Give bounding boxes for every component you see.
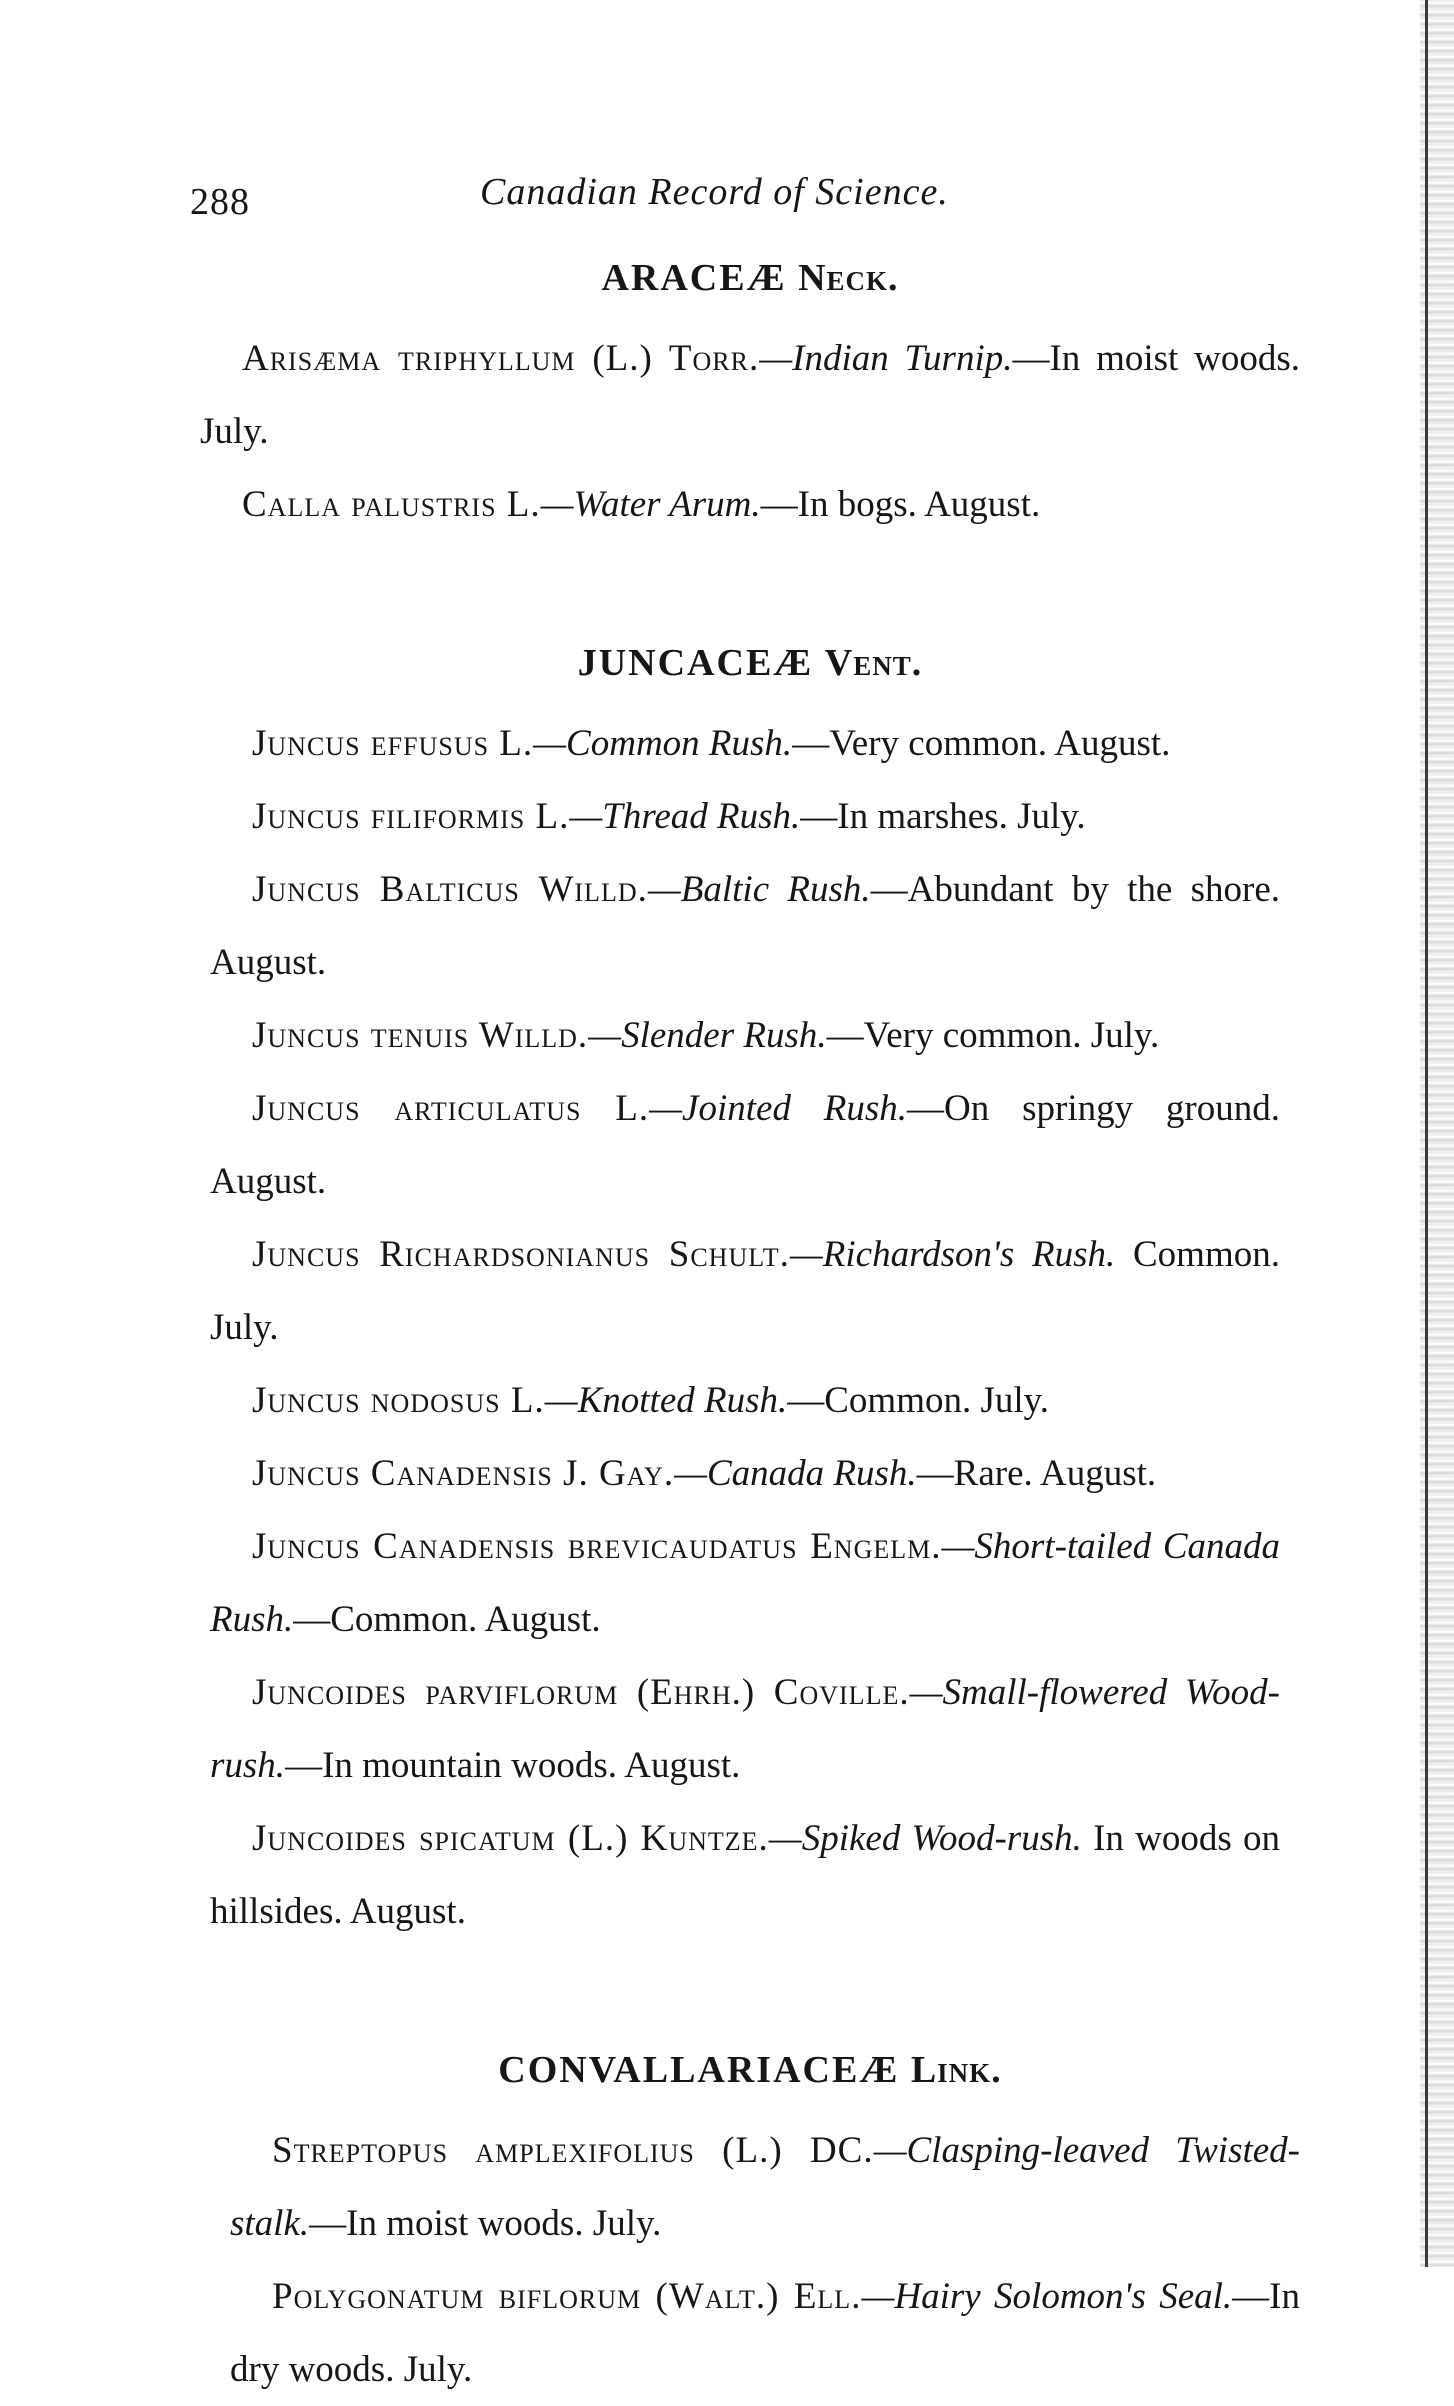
running-head [190,170,1300,240]
habitat-note: In woods on hillsides. August. [210,1818,1280,1932]
family-authority: Link. [910,2049,1002,2091]
species-list [200,2114,1300,2406]
common-name: —Thread Rush. [569,796,801,837]
family-name: JUNCACEÆ [577,642,814,684]
habitat-note: —On springy ground. August. [210,1088,1280,1202]
common-name: —Jointed Rush. [649,1088,908,1129]
common-name: —Richardson's Rush. [789,1234,1116,1275]
common-name: —Water Arum. [540,484,761,525]
species-name: Juncus Richardsonianus Schult. [252,1234,790,1275]
species-name: Juncoides parviflorum (Ehrh.) Coville. [252,1672,910,1713]
journal-title: Canadian Record of Science. [480,171,949,213]
species-entry [210,1802,1280,1948]
species-entry [200,322,1300,468]
common-name: —Baltic Rush. [647,869,871,910]
species-entry [210,1364,1280,1437]
species-name: Juncus Balticus Willd. [252,869,648,910]
habitat-note: —Common. August. [293,1599,601,1640]
family-authority: Neck. [798,257,899,299]
species-entry [210,1072,1280,1218]
species-name: Calla palustris L. [242,484,541,525]
species-entry [200,468,1300,541]
habitat-note: —Common. July. [787,1380,1050,1421]
family-name: CONVALLARIACEÆ [498,2049,900,2091]
species-name: Arisæma triphyllum (L.) Torr. [242,338,760,379]
family-section-juncaceae [200,641,1300,1948]
species-entry [210,1437,1280,1510]
common-name: —Canada Rush. [674,1453,917,1494]
family-heading [200,2048,1300,2092]
habitat-note: —In marshes. July. [800,796,1086,837]
book-page [190,170,1300,2406]
family-name: ARACEÆ [601,257,787,299]
common-name: —Knotted Rush. [544,1380,788,1421]
species-entry [230,2260,1300,2406]
species-entry [210,1656,1280,1802]
species-name: Juncus filiformis L. [252,796,570,837]
species-entry [230,2114,1300,2260]
family-section-convallariaceae [200,2048,1300,2406]
species-name: Juncoides spicatum (L.) Kuntze. [252,1818,769,1859]
page-number: 288 [190,181,250,223]
species-list [200,707,1300,1948]
species-name: Juncus Canadensis brevicaudatus Engelm. [252,1526,942,1567]
species-name: Juncus tenuis Willd. [252,1015,589,1056]
species-entry [210,1510,1280,1656]
habitat-note: —Rare. August. [916,1453,1157,1494]
species-name: Juncus Canadensis J. Gay. [252,1453,675,1494]
family-heading [200,256,1300,300]
habitat-note: —In bogs. August. [760,484,1041,525]
species-entry [210,1218,1280,1364]
species-entry [210,707,1280,780]
common-name: —Slender Rush. [588,1015,827,1056]
page-gutter-line [1425,0,1428,2267]
species-name: Juncus nodosus L. [252,1380,545,1421]
species-entry [210,999,1280,1072]
habitat-note: —Very common. July. [826,1015,1160,1056]
common-name: —Spiked Wood-rush. [768,1818,1082,1859]
habitat-note: —In mountain woods. August. [285,1745,741,1786]
species-entry [210,780,1280,853]
species-name: Polygonatum biflorum (Walt.) Ell. [272,2276,862,2317]
common-name: —Clasping-leaved Twisted-stalk. [230,2130,1300,2244]
habitat-note: —In moist woods. July. [200,338,1300,452]
habitat-note: —Abundant by the shore. August. [210,869,1280,983]
species-name: Juncus articulatus L. [252,1088,650,1129]
species-name: Streptopus amplexifolius (L.) DC. [272,2130,874,2171]
species-entry [210,853,1280,999]
common-name: —Common Rush. [533,723,793,764]
family-authority: Vent. [824,642,923,684]
common-name: —Hairy Solomon's Seal. [861,2276,1233,2317]
common-name: —Short-tailed Canada Rush. [210,1526,1280,1640]
habitat-note: —In moist woods. July. [309,2203,662,2244]
family-section-araceae [200,256,1300,541]
species-name: Juncus effusus L. [252,723,534,764]
habitat-note: —Very common. August. [792,723,1171,764]
family-heading [200,641,1300,685]
habitat-note: Common. July. [210,1234,1280,1348]
common-name: —Indian Turnip. [759,338,1013,379]
species-list [200,322,1300,541]
habitat-note: —In dry woods. July. [230,2276,1300,2390]
common-name: —Small-flowered Wood-rush. [210,1672,1281,1786]
